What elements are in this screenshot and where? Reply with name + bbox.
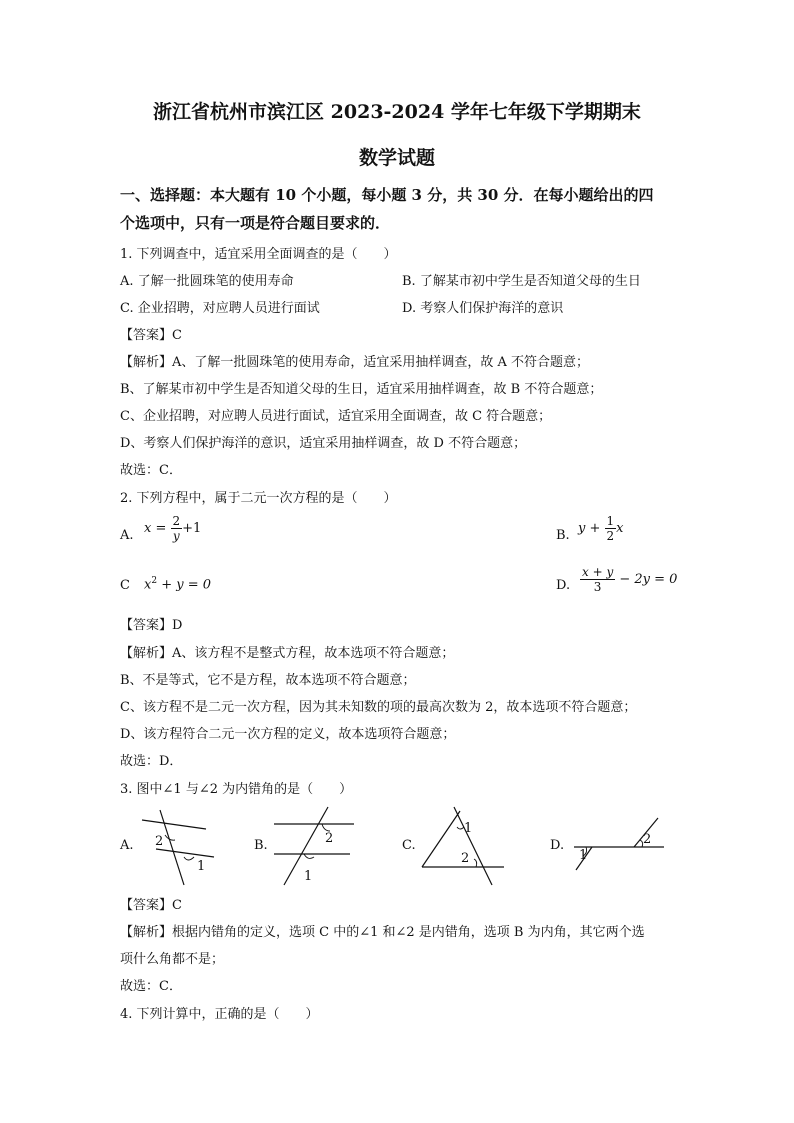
page-title: 浙江省杭州市滨江区 2023-2024 学年七年级下学期期末: [153, 101, 641, 123]
q2-option-b-label: B.: [556, 528, 570, 543]
q3-figure-a: [138, 805, 218, 885]
q1-answer: 【答案】C: [120, 328, 182, 343]
q3-conclusion: 故选：C．: [120, 979, 182, 994]
q3-b-angle1-label: 1: [304, 869, 313, 884]
q2-c-exponent: 2: [151, 576, 158, 586]
q2-option-c-equation: [144, 576, 211, 592]
q2-option-a-equation: [144, 515, 201, 542]
section-heading-line2: 个选项中，只有一项是符合题目要求的．: [120, 214, 391, 232]
q2-d-fraction: [580, 566, 615, 593]
q2-b-lhs: y +: [578, 521, 601, 536]
q3-c-angle2-label: 2: [461, 851, 470, 866]
q2-explanation-1: 【解析】A、该方程不是整式方程，故本选项不符合题意；: [120, 646, 455, 661]
q2-conclusion: 故选：D．: [120, 754, 183, 769]
q2-option-b-expression: [578, 515, 624, 542]
q1-stem: 1. 下列调查中，适宜采用全面调查的是（ ）: [120, 247, 397, 262]
q1-conclusion: 故选：C．: [120, 463, 182, 478]
q3-d-angle1-label: 1: [579, 848, 588, 863]
q2-b-denominator: 2: [606, 529, 615, 543]
q3-option-a-label: A.: [120, 838, 134, 853]
q2-option-d-label: D.: [556, 578, 571, 593]
q2-b-numerator: 1: [606, 514, 615, 528]
q1-explanation-4: D、考察人们保护海洋的意识，适宜采用抽样调查，故 D 不符合题意；: [120, 436, 527, 451]
q3-figure-d: [572, 810, 668, 880]
q1-explanation-2: B、了解某市初中学生是否知道父母的生日，适宜采用抽样调查，故 B 不符合题意；: [120, 382, 603, 397]
q2-b-fraction: [605, 515, 617, 542]
q2-c-tail: + y = 0: [161, 577, 212, 593]
q2-answer: 【答案】D: [120, 618, 183, 633]
q3-explanation-2: 项什么角都不是；: [120, 952, 225, 967]
q2-stem: 2. 下列方程中，属于二元一次方程的是（ ）: [120, 491, 397, 506]
q3-a-angle2-label: 2: [155, 834, 164, 849]
q2-option-a-label: A.: [120, 528, 134, 543]
q1-explanation-1: 【解析】A、了解一批圆珠笔的使用寿命，适宜采用抽样调查，故 A 不符合题意；: [120, 355, 590, 370]
q2-a-numerator: 2: [172, 514, 181, 528]
q2-d-numerator: x + y: [582, 565, 614, 579]
q2-explanation-2: B、不是等式，它不是方程，故本选项不符合题意；: [120, 673, 416, 688]
q2-explanation-3: C、该方程不是二元一次方程，因为其未知数的项的最高次数为 2，故本选项不符合题意；: [120, 700, 637, 715]
q1-option-b: B. 了解某市初中学生是否知道父母的生日: [402, 274, 641, 289]
q1-option-d: D. 考察人们保护海洋的意识: [402, 301, 564, 316]
q2-a-fraction: [171, 515, 183, 542]
q2-d-tail: − 2y = 0: [619, 572, 678, 587]
q2-c-base: x: [144, 577, 152, 593]
q3-explanation-1: 【解析】根据内错角的定义，选项 C 中的∠1 和∠2 是内错角，选项 B 为内角，其它两个选: [120, 925, 645, 940]
q3-a-angle1-label: 1: [197, 859, 206, 874]
q3-option-b-label: B.: [254, 838, 268, 853]
q4-stem: 4. 下列计算中，正确的是（ ）: [120, 1007, 319, 1022]
q2-d-denominator: 3: [593, 580, 602, 594]
q3-answer: 【答案】C: [120, 898, 182, 913]
q3-figure-c: [420, 803, 512, 888]
q2-option-c-label: C: [120, 578, 130, 593]
q1-option-c: C. 企业招聘，对应聘人员进行面试: [120, 301, 320, 316]
q3-c-angle1-label: 1: [464, 821, 473, 836]
page-subtitle: 数学试题: [358, 147, 435, 169]
q2-a-denominator: y: [172, 529, 180, 543]
q3-b-angle2-label: 2: [325, 831, 334, 846]
q2-b-tail: x: [616, 521, 624, 536]
q3-figure-b: [270, 805, 360, 887]
q3-option-d-label: D.: [550, 838, 565, 853]
q3-option-c-label: C.: [402, 838, 416, 853]
section-heading-line1: 一、选择题：本大题有 10 个小题，每小题 3 分，共 30 分．在每小题给出的四: [120, 186, 654, 204]
q2-a-tail: +1: [182, 521, 202, 536]
q1-option-a: A. 了解一批圆珠笔的使用寿命: [120, 274, 294, 289]
q3-d-angle2-label: 2: [643, 832, 652, 847]
q2-a-lhs: x =: [144, 521, 167, 536]
q2-option-d-equation: [580, 566, 677, 593]
q1-explanation-3: C、企业招聘，对应聘人员进行面试，适宜采用全面调查，故 C 符合题意；: [120, 409, 552, 424]
q3-stem: 3. 图中∠1 与∠2 为内错角的是（ ）: [120, 782, 353, 797]
q2-explanation-4: D、该方程符合二元一次方程的定义，故本选项符合题意；: [120, 727, 456, 742]
